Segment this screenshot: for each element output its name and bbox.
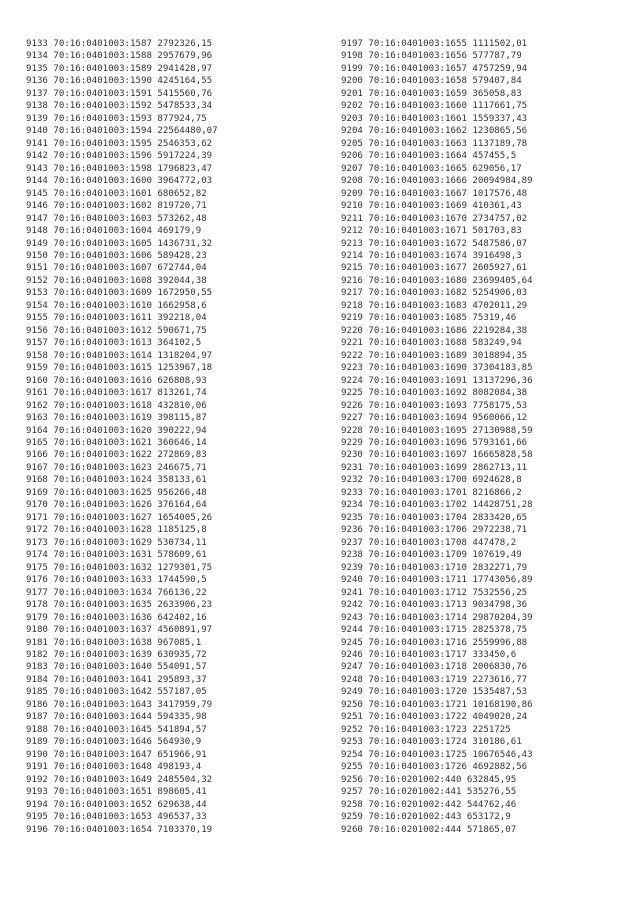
record-row: 9223 70:16:0401003:1690 37304183,85	[341, 363, 533, 374]
record-row: 9168 70:16:0401003:1624 358133,61	[26, 475, 207, 486]
record-row: 9152 70:16:0401003:1608 392044,38	[26, 275, 207, 286]
record-row: 9147 70:16:0401003:1603 573262,48	[26, 213, 207, 224]
record-row: 9146 70:16:0401003:1602 819720,71	[26, 201, 207, 212]
record-row: 9215 70:16:0401003:1677 2605927,61	[341, 263, 528, 274]
record-row: 9159 70:16:0401003:1615 1253967,18	[26, 363, 213, 374]
record-row: 9211 70:16:0401003:1670 2734757,02	[341, 213, 528, 224]
record-row: 9206 70:16:0401003:1664 457455,5	[341, 151, 517, 162]
record-row: 9229 70:16:0401003:1696 5793161,66	[341, 438, 528, 448]
record-row: 9193 70:16:0401003:1651 898605,41	[26, 787, 207, 798]
record-row: 9153 70:16:0401003:1609 1672950,55	[26, 288, 213, 299]
record-row: 9167 70:16:0401003:1623 246675,71	[26, 462, 207, 473]
record-row: 9133 70:16:0401003:1587 2792326,15	[26, 39, 213, 49]
record-row: 9161 70:16:0401003:1617 813261,74	[26, 388, 207, 399]
record-row: 9258 70:16:0201002:442 544762,46	[341, 799, 517, 810]
record-row: 9209 70:16:0401003:1667 1017576,48	[341, 188, 528, 199]
record-row: 9137 70:16:0401003:1591 5415560,76	[26, 88, 213, 99]
record-row: 9232 70:16:0401003:1700 6924628,8	[341, 475, 522, 486]
record-row: 9220 70:16:0401003:1686 2219284,38	[341, 325, 528, 336]
record-row: 9182 70:16:0401003:1639 630935,72	[26, 649, 207, 660]
record-row: 9190 70:16:0401003:1647 651966,91	[26, 749, 207, 760]
record-row: 9242 70:16:0401003:1713 9034798,36	[341, 600, 528, 611]
left-record-column	[26, 38, 218, 836]
record-row: 9233 70:16:0401003:1701 8216866,2	[341, 487, 522, 498]
record-row: 9247 70:16:0401003:1718 2006830,76	[341, 662, 528, 673]
record-row: 9207 70:16:0401003:1665 629056,17	[341, 163, 522, 174]
record-row: 9218 70:16:0401003:1683 4702011,29	[341, 300, 528, 311]
record-row: 9154 70:16:0401003:1610 1662958,6	[26, 300, 207, 311]
record-row: 9192 70:16:0401003:1649 2485504,32	[26, 774, 213, 785]
record-row: 9246 70:16:0401003:1717 333450,6	[341, 649, 517, 660]
record-row: 9249 70:16:0401003:1720 1535487,53	[341, 687, 528, 698]
record-row: 9139 70:16:0401003:1593 877924,75	[26, 113, 207, 124]
record-row: 9230 70:16:0401003:1697 16665828,58	[341, 450, 533, 461]
record-row: 9151 70:16:0401003:1607 672744,04	[26, 263, 207, 274]
record-row: 9257 70:16:0201002:441 535276,55	[341, 787, 517, 798]
record-row: 9175 70:16:0401003:1632 1279301,75	[26, 562, 213, 573]
record-row: 9185 70:16:0401003:1642 557187,05	[26, 687, 207, 698]
record-row: 9135 70:16:0401003:1589 2941428,97	[26, 63, 213, 74]
record-row: 9171 70:16:0401003:1627 1654005,26	[26, 512, 213, 523]
record-row: 9219 70:16:0401003:1685 75319,46	[341, 313, 517, 324]
record-row: 9202 70:16:0401003:1660 1117661,75	[341, 101, 528, 112]
record-row: 9204 70:16:0401003:1662 1230865,56	[341, 126, 528, 137]
record-row: 9197 70:16:0401003:1655 1111502,01	[341, 39, 528, 49]
record-row: 9213 70:16:0401003:1672 5487586,07	[341, 238, 528, 249]
record-row: 9208 70:16:0401003:1666 20094984,89	[341, 176, 533, 187]
record-row: 9236 70:16:0401003:1706 2972238,71	[341, 525, 528, 536]
record-row: 9243 70:16:0401003:1714 29870204,39	[341, 612, 533, 623]
record-row: 9250 70:16:0401003:1721 10168190,86	[341, 699, 533, 710]
record-row: 9155 70:16:0401003:1611 392218,04	[26, 313, 207, 324]
record-row: 9217 70:16:0401003:1682 5254906,03	[341, 288, 528, 299]
record-row: 9179 70:16:0401003:1636 642402,16	[26, 612, 207, 623]
record-row: 9180 70:16:0401003:1637 4560891,97	[26, 625, 213, 636]
record-row: 9186 70:16:0401003:1643 3417959,79	[26, 699, 213, 710]
record-row: 9194 70:16:0401003:1652 629638,44	[26, 799, 207, 810]
record-row: 9140 70:16:0401003:1594 22564480,07	[26, 126, 218, 137]
record-row: 9260 70:16:0201002:444 571865,07	[341, 824, 517, 835]
record-row: 9196 70:16:0401003:1654 7103370,19	[26, 824, 213, 835]
record-row: 9222 70:16:0401003:1689 3018894,35	[341, 350, 528, 361]
record-row: 9150 70:16:0401003:1606 589428,23	[26, 250, 207, 261]
record-row: 9231 70:16:0401003:1699 2862713,11	[341, 462, 528, 473]
record-row: 9226 70:16:0401003:1693 7758175,53	[341, 400, 528, 411]
record-row: 9195 70:16:0401003:1653 496537,33	[26, 812, 207, 823]
record-row: 9191 70:16:0401003:1648 498193,4	[26, 762, 202, 773]
record-row: 9239 70:16:0401003:1710 2832271,79	[341, 562, 528, 573]
record-row: 9244 70:16:0401003:1715 2825378,75	[341, 625, 528, 636]
record-row: 9174 70:16:0401003:1631 578609,61	[26, 550, 207, 561]
record-row: 9189 70:16:0401003:1646 564930,9	[26, 737, 202, 748]
record-row: 9205 70:16:0401003:1663 1137189,78	[341, 138, 528, 149]
record-row: 9237 70:16:0401003:1708 447478,2	[341, 537, 517, 548]
record-row: 9252 70:16:0401003:1723 2251725	[341, 724, 511, 735]
record-row: 9160 70:16:0401003:1616 626808,93	[26, 375, 207, 386]
record-row: 9214 70:16:0401003:1674 3916498,3	[341, 250, 522, 261]
record-row: 9199 70:16:0401003:1657 4757259,94	[341, 63, 528, 74]
record-row: 9254 70:16:0401003:1725 10676546,43	[341, 749, 533, 760]
record-row: 9224 70:16:0401003:1691 13137296,36	[341, 375, 533, 386]
record-row: 9144 70:16:0401003:1600 3964772,03	[26, 176, 213, 187]
record-row: 9165 70:16:0401003:1621 360646,14	[26, 438, 207, 448]
record-row: 9238 70:16:0401003:1709 107619,49	[341, 550, 522, 561]
record-row: 9143 70:16:0401003:1598 1796823,47	[26, 163, 213, 174]
record-row: 9235 70:16:0401003:1704 2833420,65	[341, 512, 528, 523]
record-row: 9216 70:16:0401003:1680 23699405,64	[341, 275, 533, 286]
record-row: 9138 70:16:0401003:1592 5478533,34	[26, 101, 213, 112]
record-row: 9212 70:16:0401003:1671 501703,83	[341, 226, 522, 237]
record-row: 9164 70:16:0401003:1620 390222,94	[26, 425, 207, 436]
record-row: 9240 70:16:0401003:1711 17743056,89	[341, 575, 533, 586]
record-row: 9149 70:16:0401003:1605 1436731,32	[26, 238, 213, 249]
record-row: 9228 70:16:0401003:1695 27130988,59	[341, 425, 533, 436]
record-row: 9201 70:16:0401003:1659 365058,83	[341, 88, 522, 99]
record-row: 9158 70:16:0401003:1614 1318204,97	[26, 350, 213, 361]
record-row: 9241 70:16:0401003:1712 7532556,25	[341, 587, 528, 598]
record-row: 9184 70:16:0401003:1641 295893,37	[26, 674, 207, 685]
record-row: 9225 70:16:0401003:1692 8082084,38	[341, 388, 528, 399]
record-row: 9162 70:16:0401003:1618 432810,06	[26, 400, 207, 411]
record-row: 9248 70:16:0401003:1719 2273616,77	[341, 674, 528, 685]
record-row: 9187 70:16:0401003:1644 594335,98	[26, 712, 207, 723]
record-row: 9169 70:16:0401003:1625 956266,48	[26, 487, 207, 498]
record-row: 9173 70:16:0401003:1629 530734,11	[26, 537, 207, 548]
record-row: 9145 70:16:0401003:1601 680652,82	[26, 188, 207, 199]
record-row: 9157 70:16:0401003:1613 364102,5	[26, 338, 202, 349]
record-row: 9134 70:16:0401003:1588 2957679,96	[26, 51, 213, 62]
record-row: 9177 70:16:0401003:1634 766136,22	[26, 587, 207, 598]
record-row: 9210 70:16:0401003:1669 410361,43	[341, 201, 522, 212]
record-row: 9227 70:16:0401003:1694 9560066,12	[341, 413, 528, 424]
record-row: 9251 70:16:0401003:1722 4049020,24	[341, 712, 528, 723]
record-row: 9136 70:16:0401003:1590 4245164,55	[26, 76, 213, 87]
record-row: 9200 70:16:0401003:1658 579407,84	[341, 76, 522, 87]
record-row: 9148 70:16:0401003:1604 469179,9	[26, 226, 202, 237]
record-row: 9170 70:16:0401003:1626 376164,64	[26, 500, 207, 511]
record-row: 9259 70:16:0201002:443 653172,9	[341, 812, 511, 823]
record-row: 9156 70:16:0401003:1612 590671,75	[26, 325, 207, 336]
record-row: 9166 70:16:0401003:1622 272869,83	[26, 450, 207, 461]
record-row: 9198 70:16:0401003:1656 577787,79	[341, 51, 522, 62]
record-row: 9203 70:16:0401003:1661 1559337,43	[341, 113, 528, 124]
record-row: 9253 70:16:0401003:1724 310186,61	[341, 737, 522, 748]
record-row: 9142 70:16:0401003:1596 5917224,39	[26, 151, 213, 162]
record-row: 9141 70:16:0401003:1595 2546353,62	[26, 138, 213, 149]
record-row: 9256 70:16:0201002:440 632845,95	[341, 774, 517, 785]
record-row: 9181 70:16:0401003:1638 967085,1	[26, 637, 202, 648]
record-row: 9221 70:16:0401003:1688 583249,94	[341, 338, 522, 349]
record-row: 9178 70:16:0401003:1635 2633906,23	[26, 600, 213, 611]
record-row: 9255 70:16:0401003:1726 4692882,56	[341, 762, 528, 773]
record-row: 9234 70:16:0401003:1702 14428751,28	[341, 500, 533, 511]
record-row: 9188 70:16:0401003:1645 541894,57	[26, 724, 207, 735]
record-row: 9172 70:16:0401003:1628 1185125,8	[26, 525, 207, 536]
right-record-column	[341, 38, 533, 836]
record-row: 9176 70:16:0401003:1633 1744590,5	[26, 575, 207, 586]
record-row: 9245 70:16:0401003:1716 2559996,88	[341, 637, 528, 648]
record-row: 9163 70:16:0401003:1619 398115,87	[26, 413, 207, 424]
record-row: 9183 70:16:0401003:1640 554091,57	[26, 662, 207, 673]
